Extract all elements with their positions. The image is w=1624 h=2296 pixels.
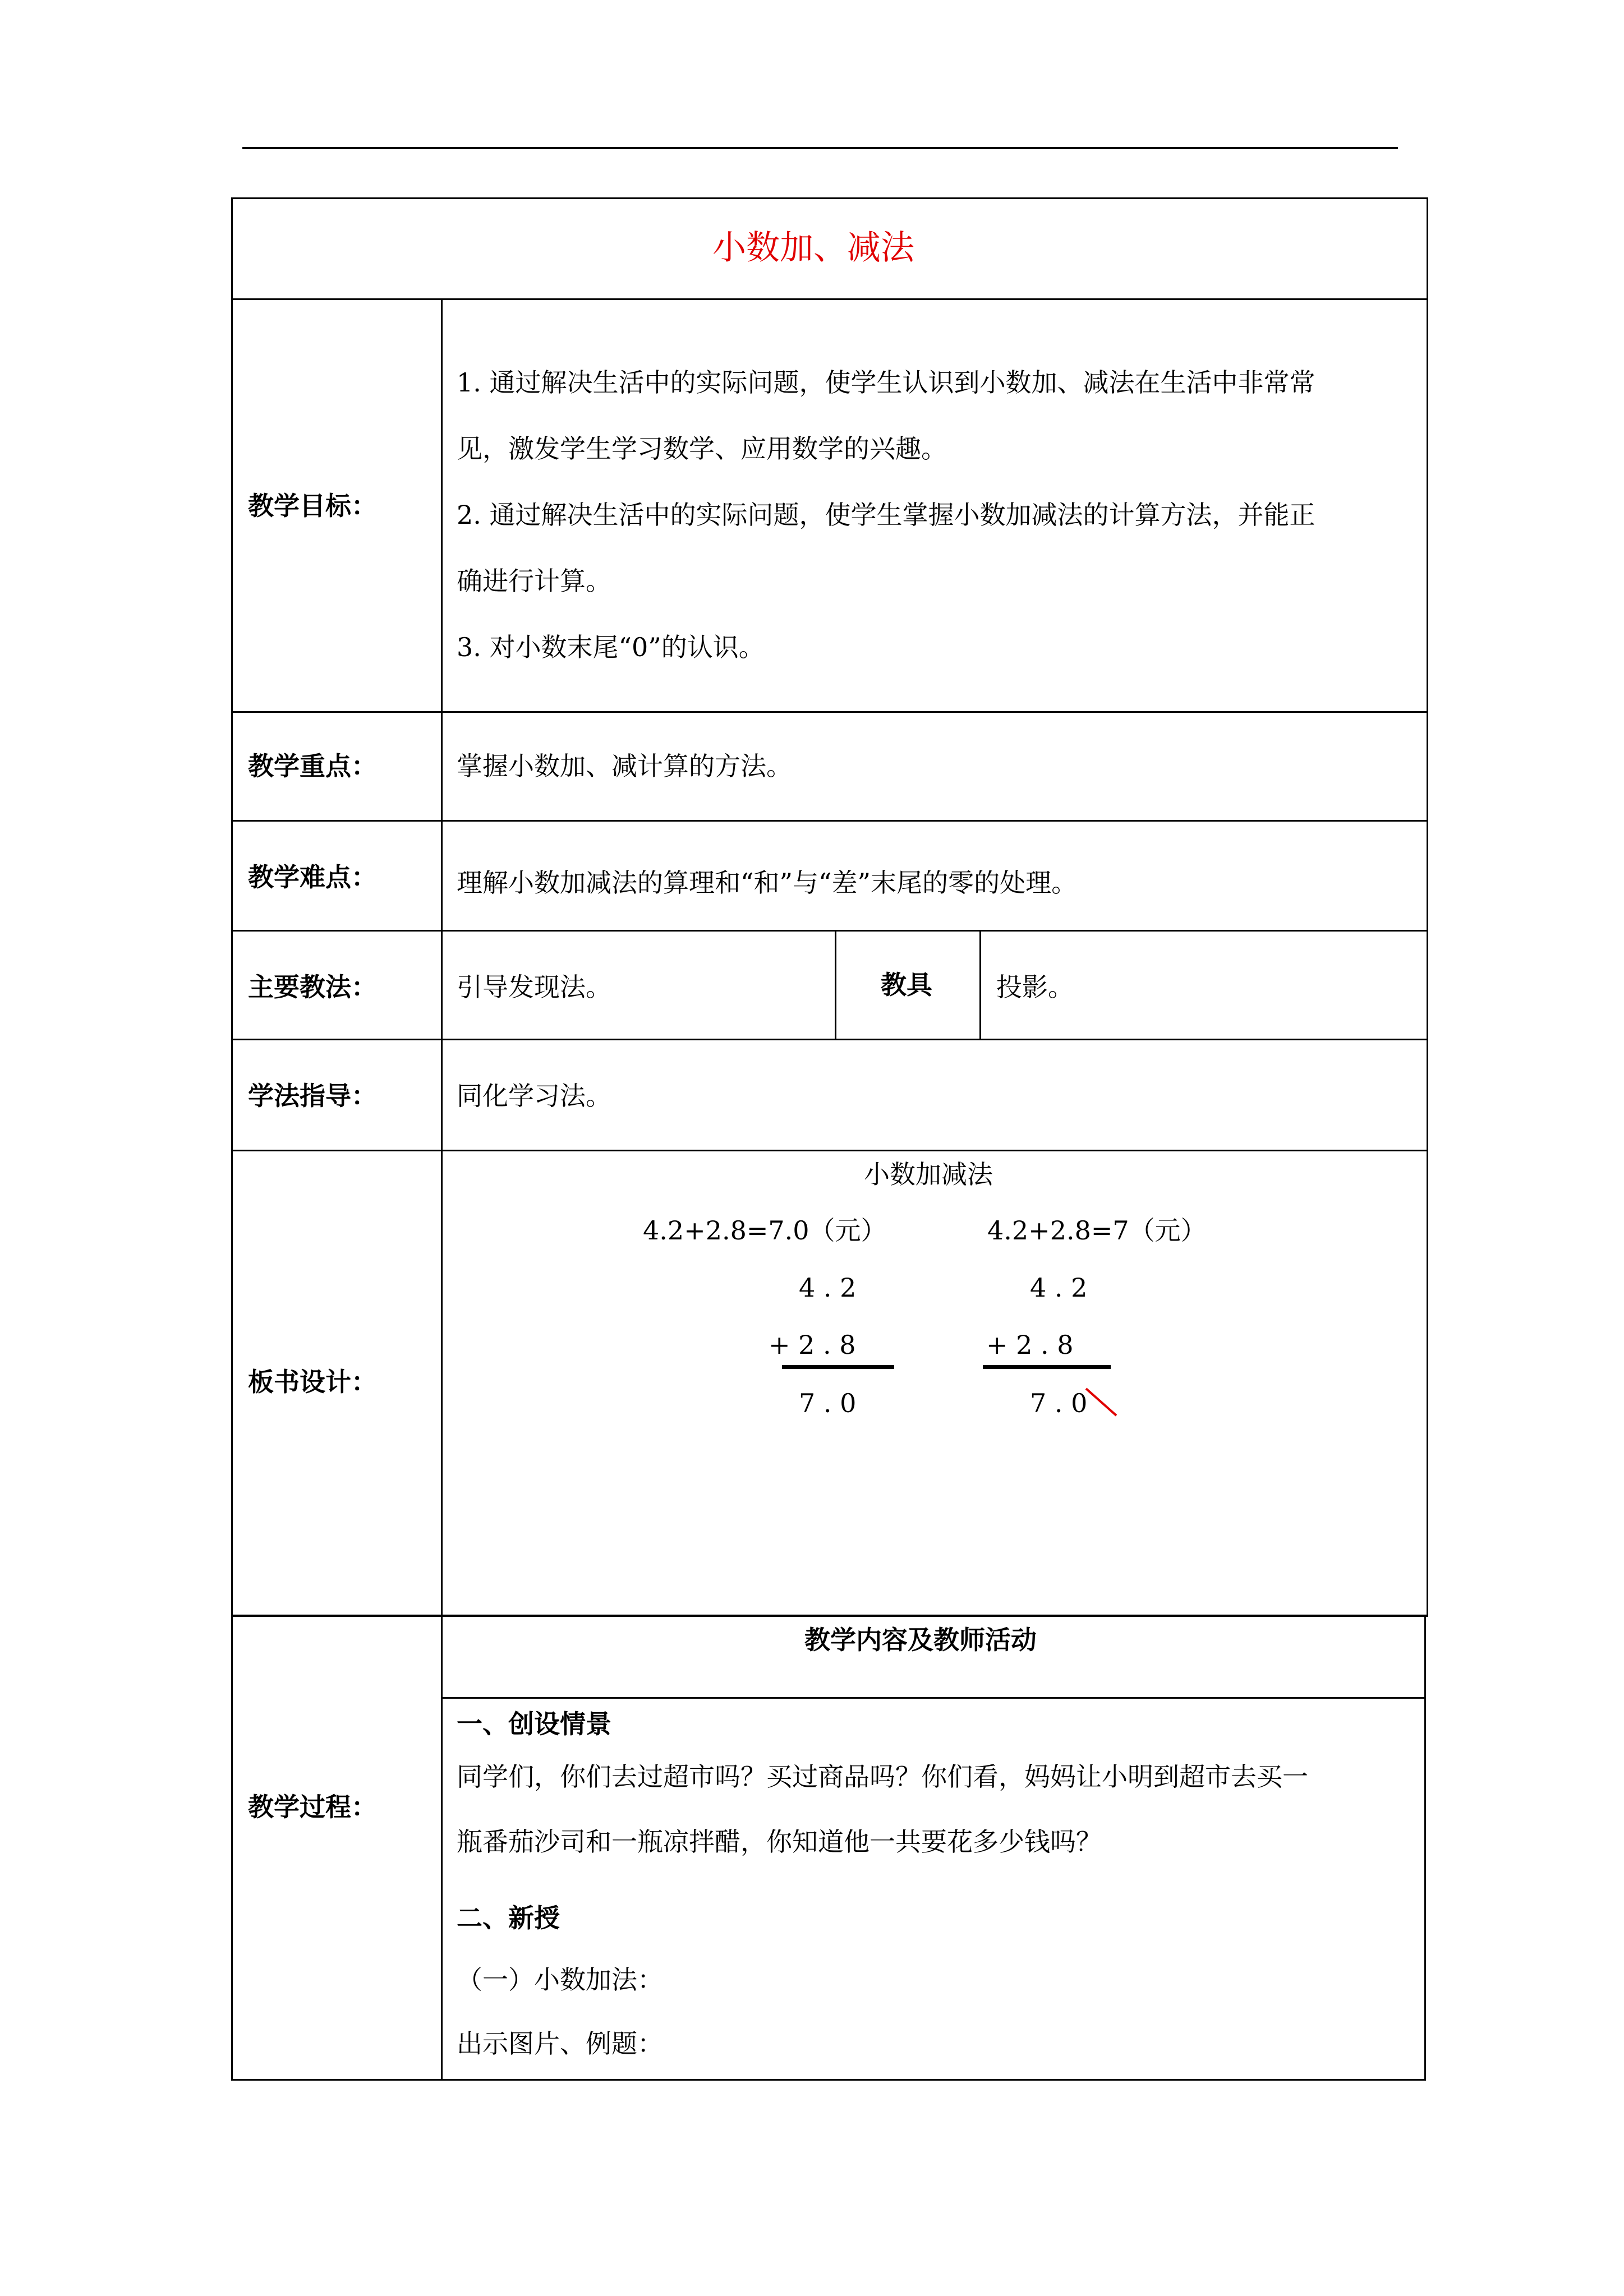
board-left-addend-top: 4 . 2 [799, 1273, 857, 1303]
objectives-line-3: 2. 通过解决生活中的实际问题，使学生掌握小数加减法的计算方法，并能正 [457, 500, 1315, 530]
board-right-addend-top: 4 . 2 [1030, 1273, 1088, 1303]
zero-strike-line [1086, 1389, 1116, 1416]
row-divider [231, 930, 1428, 932]
row-divider [231, 1150, 1428, 1151]
objectives-line-2: 见，激发学生学习数学、应用数学的兴趣。 [457, 434, 947, 464]
method-text: 引导发现法。 [457, 972, 611, 1002]
objectives-line-1: 1. 通过解决生活中的实际问题，使学生认识到小数加、减法在生活中非常常 [457, 367, 1315, 398]
difficulty-text: 理解小数加减法的算理和“和”与“差”末尾的零的处理。 [457, 868, 1078, 898]
column-divider [979, 930, 981, 1040]
column-divider [441, 1615, 443, 2081]
column-divider [835, 930, 836, 1040]
board-right-addend-bottom: + 2 . 8 [986, 1330, 1074, 1360]
board-equation-left: 4.2+2.8=7.0（元） [643, 1215, 887, 1246]
board-right-result: 7 . 0 [1030, 1388, 1088, 1418]
guidance-text: 同化学习法。 [457, 1081, 611, 1111]
board-right-sum-rule [983, 1365, 1111, 1369]
difficulty-label: 教学难点： [248, 862, 377, 892]
keypoint-text: 掌握小数加、减计算的方法。 [457, 751, 792, 781]
method-label: 主要教法： [248, 972, 377, 1002]
row-divider [231, 820, 1428, 822]
objectives-line-5: 3. 对小数末尾“0”的认识。 [457, 632, 765, 662]
board-left-addend-bottom: + 2 . 8 [769, 1330, 856, 1360]
row-divider [231, 298, 1428, 300]
process-header: 教学内容及教师活动 [804, 1625, 1037, 1655]
row-divider [231, 711, 1428, 713]
objectives-label: 教学目标： [248, 491, 377, 521]
lesson-title: 小数加、减法 [712, 228, 914, 268]
keypoint-label: 教学重点： [248, 751, 377, 781]
board-label: 板书设计： [248, 1367, 377, 1397]
section1-title: 一、创设情景 [457, 1709, 611, 1739]
row-divider [231, 1039, 1428, 1040]
board-left-result: 7 . 0 [799, 1388, 857, 1418]
section1-line-1: 同学们，你们去过超市吗？买过商品吗？你们看，妈妈让小明到超市去买一 [457, 1762, 1308, 1792]
section2-sub1: （一）小数加法： [457, 1965, 663, 1995]
section2-title: 二、新授 [457, 1903, 560, 1933]
header-rule [242, 147, 1398, 149]
row-divider [441, 1697, 1426, 1699]
tools-text: 投影。 [996, 972, 1074, 1002]
process-label: 教学过程： [248, 1792, 377, 1822]
zero-strike-mark [1083, 1383, 1122, 1422]
column-divider [441, 298, 443, 1616]
board-heading: 小数加减法 [864, 1159, 993, 1190]
board-equation-right: 4.2+2.8=7（元） [987, 1215, 1207, 1246]
section1-line-2: 瓶番茄沙司和一瓶凉拌醋，你知道他一共要花多少钱吗？ [457, 1827, 1102, 1857]
section2-sub1-line: 出示图片、例题： [457, 2028, 663, 2059]
guidance-label: 学法指导： [248, 1081, 377, 1111]
board-left-sum-rule [782, 1365, 894, 1369]
objectives-line-4: 确进行计算。 [457, 566, 611, 596]
tools-label: 教具 [881, 970, 932, 1000]
